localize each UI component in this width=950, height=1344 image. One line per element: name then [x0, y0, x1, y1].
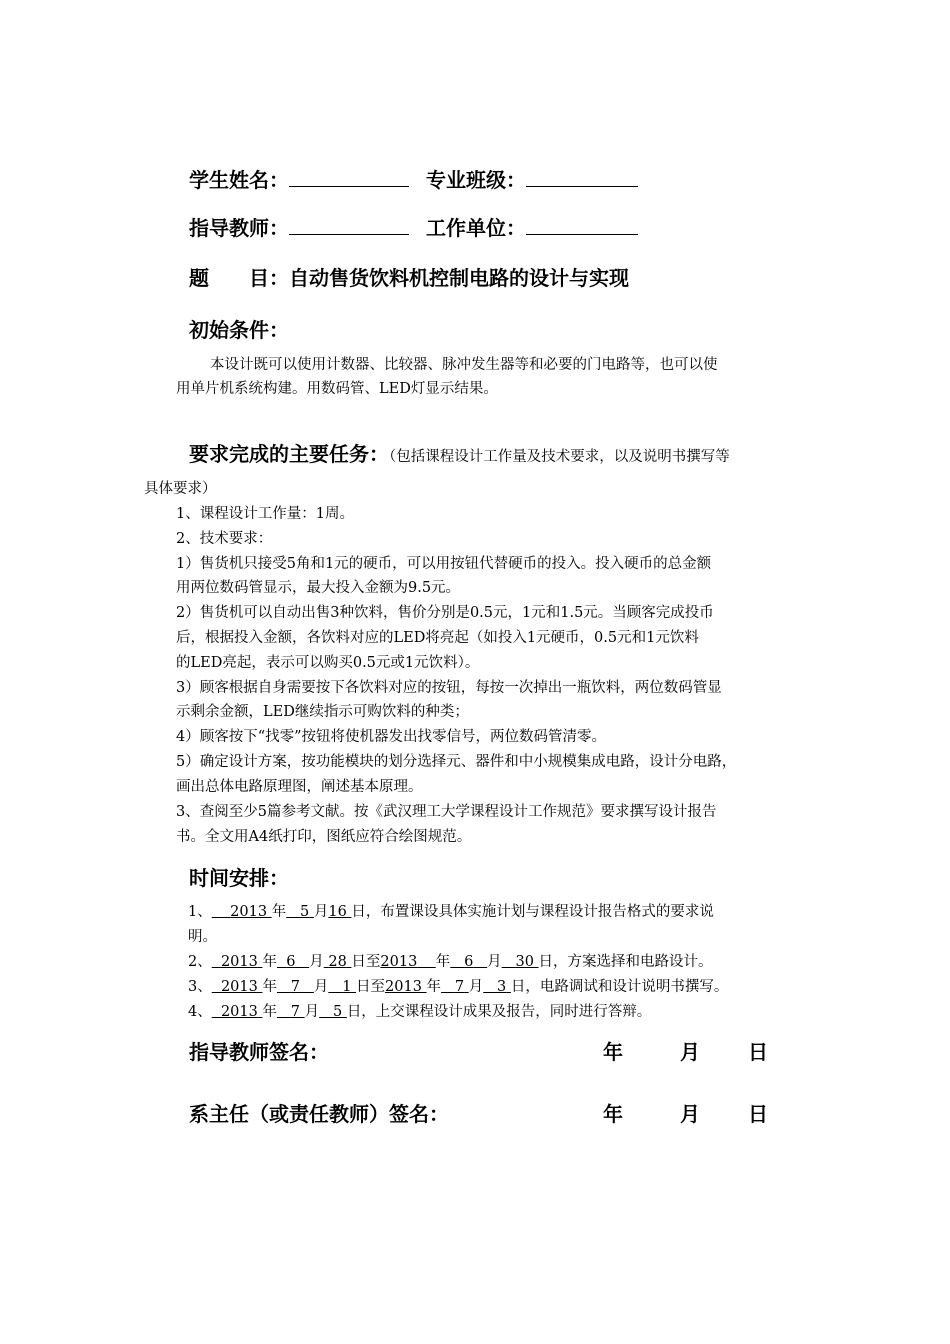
month-char: 月	[468, 979, 484, 995]
schedule-item-1	[188, 900, 714, 921]
schedule-month: 6	[464, 954, 474, 970]
task-line: 画出总体电路原理图，阐述基本原理。	[176, 779, 423, 795]
schedule-item-4	[188, 1000, 651, 1021]
year-char: 年	[426, 979, 442, 995]
month-char: 月	[313, 904, 329, 920]
major-class-blank	[526, 168, 638, 187]
schedule-num: 3、	[188, 979, 212, 995]
schedule-day: 1	[342, 979, 352, 995]
year-char: 年	[262, 1004, 277, 1020]
advisor-sign-label: 指导教师签名：	[189, 1040, 329, 1064]
student-name-label: 学生姓名：	[189, 168, 289, 192]
student-name-row	[189, 164, 638, 193]
task-line: 用两位数码管显示，最大投入金额为9.5元。	[176, 580, 461, 596]
month-char: 月	[304, 1004, 320, 1020]
tasks-title-row	[189, 438, 730, 467]
initial-conditions-line1: 本设计既可以使用计数器、比较器、脉冲发生器等和必要的门电路等，也可以使	[210, 357, 718, 373]
month-char: 月	[309, 954, 324, 970]
advisor-blank	[289, 216, 409, 235]
major-class-label: 专业班级：	[425, 168, 526, 192]
schedule-text: 日，布置课设具体实施计划与课程设计报告格式的要求说	[351, 904, 714, 920]
task-line: 2）售货机可以自动出售3种饮料，售价分别是0.5元，1元和1.5元。当顾客完成投币	[176, 605, 714, 621]
task-line: 3、查阅至少5篇参考文献。按《武汉理工大学课程设计工作规范》要求撰写设计报告	[176, 804, 717, 820]
schedule-title: 时间安排：	[189, 866, 289, 890]
schedule-day: 5	[332, 1004, 343, 1020]
advisor-sign-month: 月	[680, 1040, 700, 1064]
work-unit-blank	[526, 216, 638, 235]
advisor-row	[189, 212, 638, 241]
tasks-title-note-cont: 具体要求）	[144, 481, 217, 497]
schedule-num: 2、	[188, 954, 212, 970]
schedule-month: 7	[290, 1004, 301, 1020]
schedule-year: 2013	[380, 954, 418, 970]
task-line: 后，根据投入金额，各饮料对应的LED将亮起（如投入1元硬币，0.5元和1元饮料	[176, 630, 699, 646]
schedule-day: 30	[515, 954, 534, 970]
year-char: 年	[435, 954, 451, 970]
task-line: 2、技术要求：	[176, 531, 273, 547]
task-line: 3）顾客根据自身需要按下各饮料对应的按钮，每按一次掉出一瓶饮料，两位数码管显	[176, 680, 722, 696]
schedule-item-1-cont: 明。	[188, 929, 217, 945]
topic-value: 自动售货饮料机控制电路的设计与实现	[289, 266, 629, 290]
schedule-year: 2013	[230, 904, 268, 920]
schedule-month: 7	[290, 979, 301, 995]
director-sign-month: 月	[680, 1102, 700, 1126]
schedule-item-2	[188, 950, 713, 971]
schedule-day: 28	[328, 954, 347, 970]
schedule-text: 日，电路调试和设计说明书撰写。	[510, 979, 729, 995]
schedule-month: 7	[454, 979, 465, 995]
schedule-year: 2013	[220, 954, 258, 970]
task-line: 书。全文用A4纸打印，图纸应符合绘图规范。	[176, 829, 472, 845]
schedule-year: 2013	[220, 1004, 258, 1020]
task-line: 1、课程设计工作量：1周。	[176, 506, 354, 522]
month-char: 月	[487, 954, 502, 970]
task-line: 4）顾客按下“找零”按钮将使机器发出找零信号，两位数码管清零。	[176, 729, 607, 745]
schedule-item-3	[188, 975, 728, 996]
schedule-day: 3	[497, 979, 507, 995]
schedule-year: 2013	[385, 979, 422, 995]
year-char: 年	[262, 979, 277, 995]
schedule-text: 日，上交课程设计成果及报告，同时进行答辩。	[346, 1004, 652, 1020]
initial-conditions-title: 初始条件：	[189, 318, 289, 342]
schedule-text: 日，方案选择和电路设计。	[538, 954, 713, 970]
initial-conditions-line2: 用单片机系统构建。用数码管、LED灯显示结果。	[176, 381, 498, 397]
month-char: 月	[313, 979, 329, 995]
work-unit-label: 工作单位：	[425, 216, 526, 240]
schedule-month: 5	[300, 904, 310, 920]
to-char: 日至	[351, 954, 381, 970]
schedule-num: 4、	[188, 1004, 212, 1020]
task-line: 的LED亮起，表示可以购买0.5元或1元饮料）。	[176, 655, 480, 671]
task-line: 5）确定设计方案，按功能模块的划分选择元、器件和中小规模集成电路，设计分电路，	[176, 754, 737, 770]
advisor-sign-day: 日	[748, 1040, 768, 1064]
topic-label: 题 目：	[189, 266, 289, 290]
task-line: 1）售货机只接受5角和1元的硬币，可以用按钮代替硬币的投入。投入硬币的总金额	[176, 556, 712, 572]
student-name-blank	[289, 168, 409, 187]
year-char: 年	[271, 904, 287, 920]
to-char: 日至	[356, 979, 386, 995]
schedule-day: 16	[328, 904, 347, 920]
director-sign-year: 年	[603, 1102, 623, 1126]
director-sign-label: 系主任（或责任教师）签名：	[189, 1102, 449, 1126]
topic-row	[189, 262, 629, 291]
tasks-title-note: （包括课程设计工作量及技术要求，以及说明书撰写等	[389, 449, 730, 465]
schedule-month: 6	[286, 954, 296, 970]
schedule-num: 1、	[188, 904, 212, 920]
schedule-year: 2013	[220, 979, 258, 995]
year-char: 年	[262, 954, 277, 970]
advisor-sign-year: 年	[603, 1040, 623, 1064]
tasks-title: 要求完成的主要任务：	[189, 442, 389, 466]
task-line: 示剩余金额，LED继续指示可购饮料的种类；	[176, 704, 469, 720]
advisor-label: 指导教师：	[189, 216, 289, 240]
director-sign-day: 日	[748, 1102, 768, 1126]
